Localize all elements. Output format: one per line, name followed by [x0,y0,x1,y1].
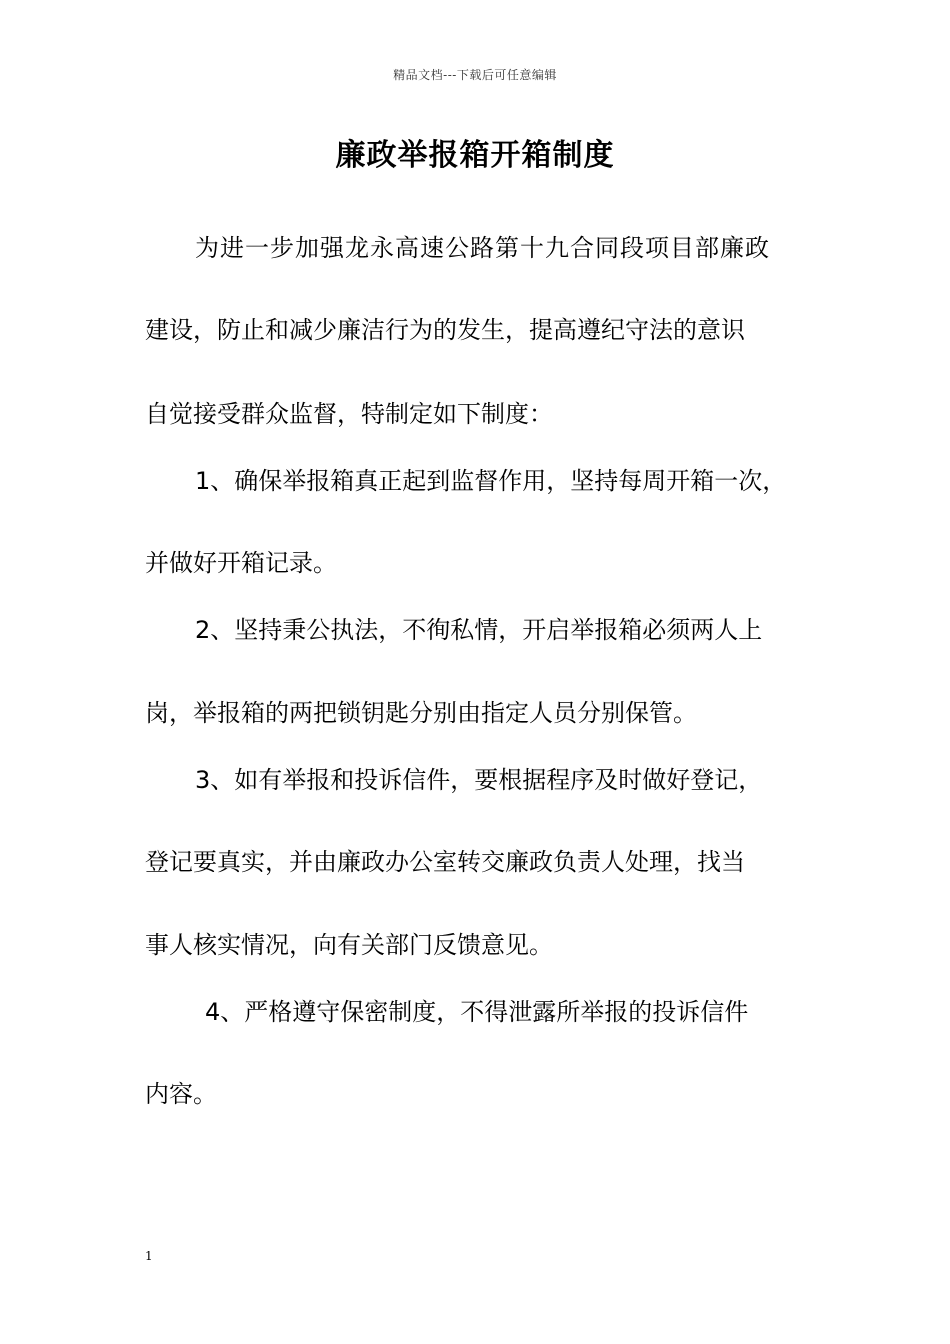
text-line: 3、如有举报和投诉信件，要根据程序及时做好登记， [195,766,763,794]
text-line: 为进一步加强龙永高速公路第十九合同段项目部廉政 [195,234,770,262]
text-line: 内容。 [145,1080,217,1108]
document-title: 廉政举报箱开箱制度 [335,138,615,173]
text-line: 岗，举报箱的两把锁钥匙分别由指定人员分别保管。 [145,699,697,727]
text-line: 2、坚持秉公执法，不徇私情，开启举报箱必须两人上 [195,616,763,644]
page-number: 1 [145,1249,153,1263]
text-line: 登记要真实，并由廉政办公室转交廉政负责人处理，找当 [145,848,745,876]
text-line: 并做好开箱记录。 [145,549,337,577]
text-line: 1、确保举报箱真正起到监督作用，坚持每周开箱一次， [195,467,787,495]
page-header: 精品文档---下载后可任意编辑 [393,68,557,82]
text-line: 建设，防止和减少廉洁行为的发生，提高遵纪守法的意识 [145,316,745,344]
text-line: 事人核实情况，向有关部门反馈意见。 [145,931,553,959]
text-line: 自觉接受群众监督，特制定如下制度： [145,400,553,428]
text-line: 4、严格遵守保密制度，不得泄露所举报的投诉信件 [205,998,749,1026]
